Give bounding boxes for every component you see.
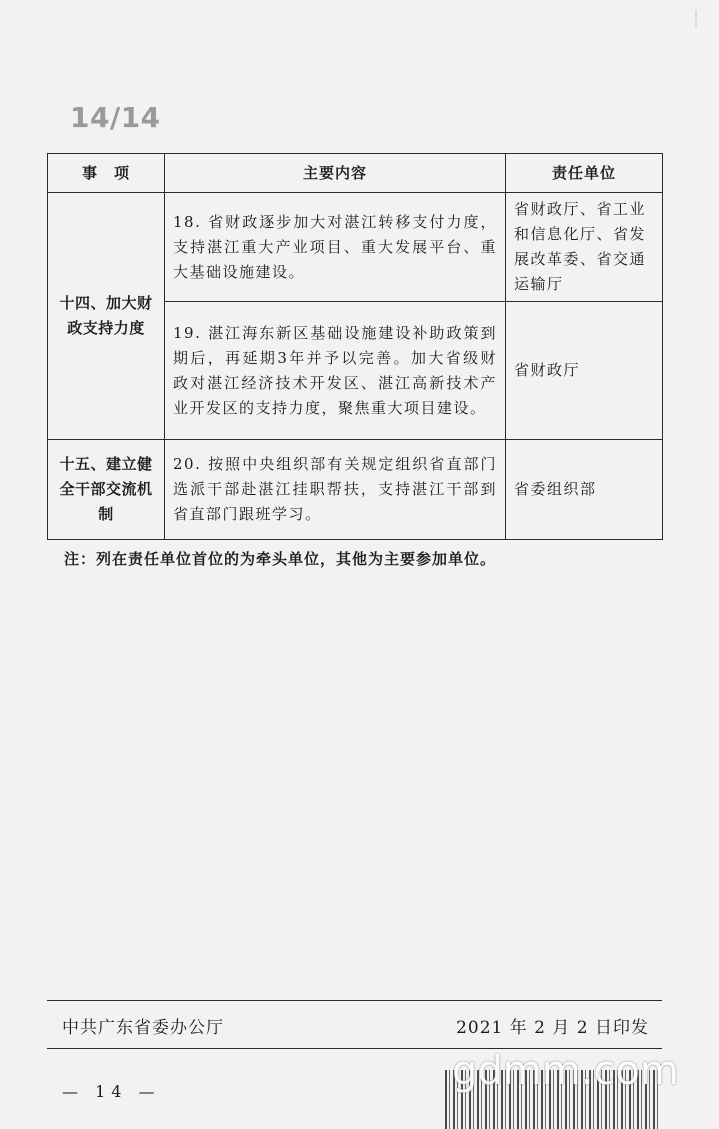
page-counter: 14/14 — [70, 101, 161, 134]
unit-cell: 省财政厅、省工业和信息化厅、省发展改革委、省交通运输厅 — [506, 193, 663, 302]
header-item: 事 项 — [48, 154, 165, 193]
table-header-row — [48, 154, 663, 193]
table-row — [48, 440, 663, 540]
unit-cell: 省财政厅 — [506, 302, 663, 440]
scan-edge-mark — [695, 10, 715, 28]
page-number: — 14 — — [62, 1082, 161, 1101]
responsibility-table — [47, 153, 663, 540]
table-row — [48, 193, 663, 302]
footer-issuer: 中共广东省委办公厅 — [62, 1018, 224, 1038]
item-cell: 十四、加大财政支持力度 — [48, 193, 165, 440]
content-cell: 20. 按照中央组织部有关规定组织省直部门选派干部赴湛江挂职帮扶，支持湛江干部到省直部门跟班学习。 — [165, 440, 506, 540]
unit-cell: 省委组织部 — [506, 440, 663, 540]
content-cell: 19. 湛江海东新区基础设施建设补助政策到期后，再延期3年并予以完善。加大省级财政对湛江经济技术开发区、湛江高新技术产业开发区的支持力度，聚焦重大项目建设。 — [165, 302, 506, 440]
footer-date: 2021 年 2 月 2 日印发 — [456, 1018, 649, 1038]
table-note: 注：列在责任单位首位的为牵头单位，其他为主要参加单位。 — [64, 550, 497, 568]
item-cell: 十五、建立健全干部交流机制 — [48, 440, 165, 540]
header-content: 主要内容 — [165, 154, 506, 193]
footer-rule-top — [47, 1000, 662, 1001]
site-watermark: gdmm.com — [452, 1048, 679, 1094]
header-unit: 责任单位 — [506, 154, 663, 193]
content-cell: 18. 省财政逐步加大对湛江转移支付力度，支持湛江重大产业项目、重大发展平台、重大基础设施建设。 — [165, 193, 506, 302]
